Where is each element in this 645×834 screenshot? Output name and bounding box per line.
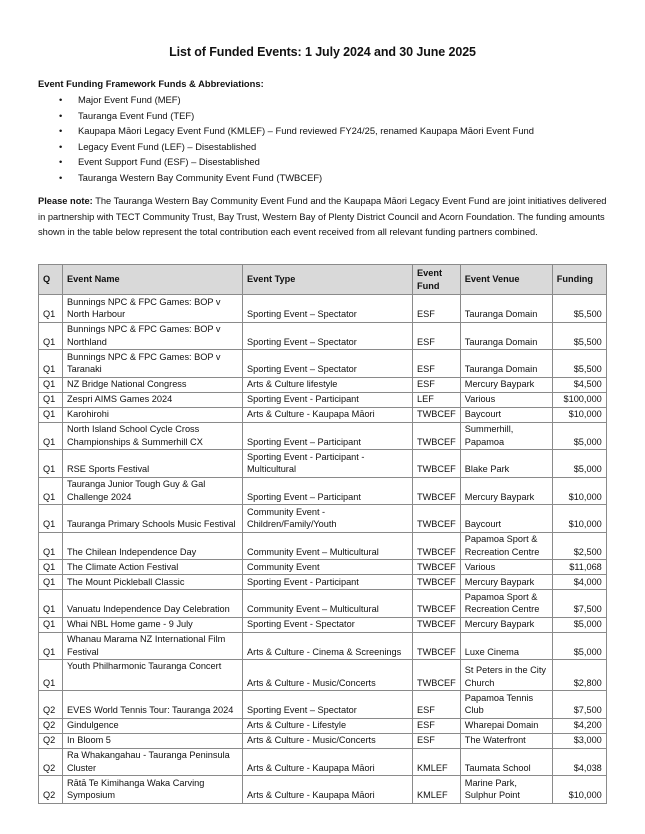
cell-event-type: Arts & Culture - Music/Concerts — [243, 733, 413, 748]
page-title: List of Funded Events: 1 July 2024 and 30 June 2025 — [169, 45, 476, 59]
cell-funding: $7,500 — [552, 590, 606, 618]
cell-event-venue: Taumata School — [460, 748, 552, 776]
table-row — [39, 748, 607, 776]
cell-q: Q1 — [39, 632, 63, 660]
cell-event-type: Sporting Event - Participant - Multicultural — [243, 450, 413, 478]
cell-event-name: RSE Sports Festival — [63, 450, 243, 478]
cell-event-type: Sporting Event – Spectator — [243, 350, 413, 378]
header-event-fund: Event Fund — [413, 265, 461, 295]
cell-event-fund: TWBCEF — [413, 450, 461, 478]
cell-event-venue: Marine Park, Sulphur Point — [460, 776, 552, 804]
cell-event-fund: KMLEF — [413, 748, 461, 776]
cell-funding: $100,000 — [552, 392, 606, 407]
cell-event-type: Arts & Culture - Kaupapa Māori — [243, 776, 413, 804]
cell-event-venue: Luxe Cinema — [460, 632, 552, 660]
cell-event-type: Arts & Culture lifestyle — [243, 377, 413, 392]
table-row — [39, 733, 607, 748]
cell-event-type: Community Event - Children/Family/Youth — [243, 505, 413, 533]
table-row — [39, 322, 607, 350]
cell-event-name: Whanau Marama NZ International Film Festival — [63, 632, 243, 660]
cell-event-type: Arts & Culture - Music/Concerts — [243, 660, 413, 691]
table-row — [39, 632, 607, 660]
cell-event-fund: TWBCEF — [413, 422, 461, 450]
cell-funding: $11,068 — [552, 560, 606, 575]
fund-list-item — [38, 139, 534, 155]
fund-name: Event Support Fund (ESF) – Disestablished — [78, 156, 260, 168]
cell-event-venue: Various — [460, 392, 552, 407]
fund-name: Kaupapa Māori Legacy Event Fund (KMLEF) – Fund reviewed FY24/25, renamed Kaupapa Māori Event Fund — [78, 125, 534, 137]
cell-event-type: Sporting Event - Participant — [243, 392, 413, 407]
table-row — [39, 477, 607, 505]
cell-q: Q1 — [39, 422, 63, 450]
header-event-venue: Event Venue — [460, 265, 552, 295]
bullet-icon: • — [59, 140, 63, 152]
table-row — [39, 660, 607, 691]
cell-event-fund: TWBCEF — [413, 617, 461, 632]
cell-q: Q1 — [39, 560, 63, 575]
cell-event-fund: ESF — [413, 350, 461, 378]
cell-q: Q1 — [39, 392, 63, 407]
cell-q: Q2 — [39, 691, 63, 719]
fund-name: Major Event Fund (MEF) — [78, 94, 181, 105]
fund-list-item — [38, 170, 534, 186]
fund-list-item — [38, 108, 534, 124]
cell-event-fund: TWBCEF — [413, 590, 461, 618]
cell-event-venue: Papamoa Tennis Club — [460, 691, 552, 719]
cell-event-type: Community Event — [243, 560, 413, 575]
cell-q: Q2 — [39, 748, 63, 776]
table-row — [39, 450, 607, 478]
cell-event-venue: Baycourt — [460, 505, 552, 533]
cell-event-fund: TWBCEF — [413, 505, 461, 533]
cell-event-fund: ESF — [413, 718, 461, 733]
cell-event-type: Sporting Event – Participant — [243, 422, 413, 450]
cell-event-name: In Bloom 5 — [63, 733, 243, 748]
table-row — [39, 575, 607, 590]
cell-event-name: Gindulgence — [63, 718, 243, 733]
cell-event-venue: Mercury Baypark — [460, 477, 552, 505]
cell-event-name: Ra Whakangahau - Tauranga Peninsula Cluster — [63, 748, 243, 776]
cell-event-type: Community Event – Multicultural — [243, 590, 413, 618]
cell-q: Q2 — [39, 718, 63, 733]
cell-event-venue: The Waterfront — [460, 733, 552, 748]
fund-name: Tauranga Event Fund (TEF) — [78, 109, 195, 121]
cell-q: Q1 — [39, 505, 63, 533]
table-row — [39, 560, 607, 575]
table-row — [39, 407, 607, 422]
header-event-type: Event Type — [243, 265, 413, 295]
cell-event-name: The Chilean Independence Day — [63, 532, 243, 560]
table-row — [39, 295, 607, 323]
cell-event-name: Zespri AIMS Games 2024 — [63, 392, 243, 407]
cell-q: Q2 — [39, 733, 63, 748]
table-row — [39, 691, 607, 719]
cell-event-fund: LEF — [413, 392, 461, 407]
cell-event-venue: Mercury Baypark — [460, 575, 552, 590]
bullet-icon: • — [59, 109, 63, 121]
header-q: Q — [39, 265, 63, 295]
cell-funding: $4,038 — [552, 748, 606, 776]
cell-q: Q1 — [39, 477, 63, 505]
cell-event-name: Bunnings NPC & FPC Games: BOP v Taranaki — [63, 350, 243, 378]
cell-event-fund: ESF — [413, 322, 461, 350]
cell-event-fund: TWBCEF — [413, 477, 461, 505]
cell-q: Q1 — [39, 617, 63, 632]
cell-funding: $10,000 — [552, 407, 606, 422]
cell-event-venue: Tauranga Domain — [460, 295, 552, 323]
cell-event-venue: Wharepai Domain — [460, 718, 552, 733]
cell-event-type: Sporting Event – Spectator — [243, 691, 413, 719]
cell-event-fund: ESF — [413, 733, 461, 748]
cell-funding: $5,000 — [552, 632, 606, 660]
bullet-icon: • — [59, 156, 63, 168]
cell-event-name: EVES World Tennis Tour: Tauranga 2024 — [63, 691, 243, 719]
funds-heading: Event Funding Framework Funds & Abbreviations: — [38, 78, 264, 89]
note-text: The Tauranga Western Bay Community Event Fund and the Kaupapa Māori Legacy Event Fund are joint initiatives delivered in partnership with TECT Community Trust, Bay Trust, Western Bay of Plenty District Council and Acorn Foundation. The funding amounts shown in the table below represent the total contribution each event received from all relevant funding partners combined. — [38, 196, 607, 238]
cell-q: Q1 — [39, 407, 63, 422]
cell-q: Q2 — [39, 776, 63, 804]
cell-event-fund: TWBCEF — [413, 407, 461, 422]
cell-event-venue: Papamoa Sport & Recreation Centre — [460, 590, 552, 618]
cell-funding: $4,000 — [552, 575, 606, 590]
cell-event-venue: Papamoa Sport & Recreation Centre — [460, 532, 552, 560]
table-row — [39, 532, 607, 560]
cell-q: Q1 — [39, 350, 63, 378]
cell-funding: $10,000 — [552, 505, 606, 533]
table-row — [39, 590, 607, 618]
cell-event-venue: Blake Park — [460, 450, 552, 478]
cell-q: Q1 — [39, 450, 63, 478]
cell-event-type: Sporting Event - Spectator — [243, 617, 413, 632]
note-paragraph — [38, 194, 608, 241]
cell-event-name: Tauranga Primary Schools Music Festival — [63, 505, 243, 533]
table-row — [39, 377, 607, 392]
cell-event-fund: TWBCEF — [413, 660, 461, 691]
cell-funding: $5,000 — [552, 422, 606, 450]
cell-event-type: Sporting Event – Spectator — [243, 295, 413, 323]
cell-event-venue: Tauranga Domain — [460, 322, 552, 350]
cell-funding: $5,000 — [552, 450, 606, 478]
cell-funding: $4,500 — [552, 377, 606, 392]
cell-q: Q1 — [39, 377, 63, 392]
cell-event-venue: Tauranga Domain — [460, 350, 552, 378]
table-row — [39, 422, 607, 450]
table-row — [39, 617, 607, 632]
cell-event-type: Sporting Event - Participant — [243, 575, 413, 590]
cell-event-type: Arts & Culture - Kaupapa Māori — [243, 748, 413, 776]
cell-funding: $4,200 — [552, 718, 606, 733]
cell-q: Q1 — [39, 532, 63, 560]
cell-event-type: Community Event – Multicultural — [243, 532, 413, 560]
cell-event-fund: TWBCEF — [413, 575, 461, 590]
bullet-icon: • — [59, 171, 63, 183]
cell-event-name: Vanuatu Independence Day Celebration — [63, 590, 243, 618]
cell-q: Q1 — [39, 295, 63, 323]
bullet-icon: • — [59, 125, 63, 137]
cell-event-type: Arts & Culture - Lifestyle — [243, 718, 413, 733]
cell-event-venue: Baycourt — [460, 407, 552, 422]
funded-events-table — [38, 264, 607, 804]
cell-event-name: Rātā Te Kimihanga Waka Carving Symposium — [63, 776, 243, 804]
table-row — [39, 718, 607, 733]
cell-event-fund: TWBCEF — [413, 532, 461, 560]
cell-event-name: Bunnings NPC & FPC Games: BOP v North Harbour — [63, 295, 243, 323]
cell-event-name: Whai NBL Home game - 9 July — [63, 617, 243, 632]
cell-event-venue: Mercury Baypark — [460, 617, 552, 632]
cell-q: Q1 — [39, 590, 63, 618]
cell-event-name: NZ Bridge National Congress — [63, 377, 243, 392]
note-label: Please note: — [38, 196, 93, 206]
cell-q: Q1 — [39, 660, 63, 691]
cell-funding: $5,000 — [552, 617, 606, 632]
table-row — [39, 350, 607, 378]
cell-q: Q1 — [39, 575, 63, 590]
cell-funding: $5,500 — [552, 322, 606, 350]
cell-event-venue: Mercury Baypark — [460, 377, 552, 392]
cell-event-fund: TWBCEF — [413, 560, 461, 575]
header-funding: Funding — [552, 265, 606, 295]
cell-funding: $10,000 — [552, 776, 606, 804]
cell-event-fund: ESF — [413, 691, 461, 719]
cell-event-fund: ESF — [413, 295, 461, 323]
cell-event-type: Arts & Culture - Cinema & Screenings — [243, 632, 413, 660]
cell-funding: $5,500 — [552, 295, 606, 323]
cell-funding: $7,500 — [552, 691, 606, 719]
cell-funding: $3,000 — [552, 733, 606, 748]
table-row — [39, 392, 607, 407]
cell-event-venue: Summerhill, Papamoa — [460, 422, 552, 450]
cell-funding: $2,800 — [552, 660, 606, 691]
cell-event-name: The Mount Pickleball Classic — [63, 575, 243, 590]
funds-list — [38, 92, 534, 186]
cell-event-name: Tauranga Junior Tough Guy & Gal Challenge 2024 — [63, 477, 243, 505]
table-row — [39, 776, 607, 804]
fund-list-item — [38, 123, 534, 139]
cell-event-name: Karohirohi — [63, 407, 243, 422]
cell-funding: $5,500 — [552, 350, 606, 378]
cell-event-name: North Island School Cycle Cross Championships & Summerhill CX — [63, 422, 243, 450]
table-header-row — [39, 265, 607, 295]
bullet-icon: • — [59, 94, 63, 105]
fund-name: Legacy Event Fund (LEF) – Disestablished — [78, 140, 257, 152]
header-event-name: Event Name — [63, 265, 243, 295]
cell-event-type: Arts & Culture - Kaupapa Māori — [243, 407, 413, 422]
cell-event-name: Bunnings NPC & FPC Games: BOP v Northland — [63, 322, 243, 350]
cell-event-fund: TWBCEF — [413, 632, 461, 660]
cell-q: Q1 — [39, 322, 63, 350]
cell-event-type: Sporting Event – Spectator — [243, 322, 413, 350]
cell-event-venue: St Peters in the City Church — [460, 660, 552, 691]
cell-funding: $10,000 — [552, 477, 606, 505]
cell-event-type: Sporting Event – Participant — [243, 477, 413, 505]
fund-list-item — [38, 154, 534, 170]
cell-event-venue: Various — [460, 560, 552, 575]
table-row — [39, 505, 607, 533]
cell-event-fund: KMLEF — [413, 776, 461, 804]
cell-event-fund: ESF — [413, 377, 461, 392]
fund-list-item — [38, 92, 534, 108]
fund-name: Tauranga Western Bay Community Event Fund (TWBCEF) — [78, 171, 323, 183]
cell-event-name: Youth Philharmonic Tauranga Concert — [63, 660, 243, 691]
cell-event-name: The Climate Action Festival — [63, 560, 243, 575]
cell-funding: $2,500 — [552, 532, 606, 560]
